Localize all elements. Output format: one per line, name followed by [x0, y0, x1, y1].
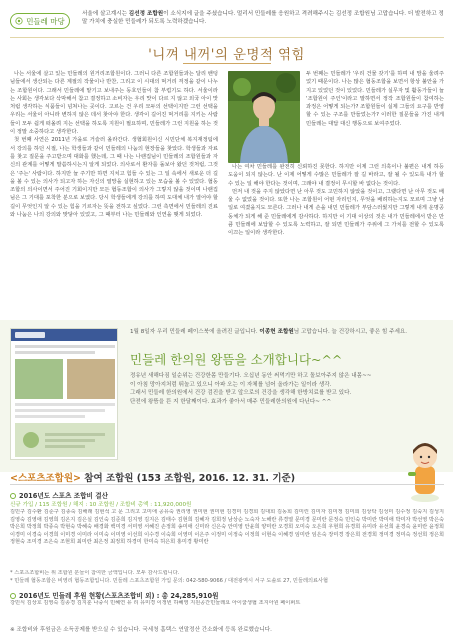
band-member-name: 이종헌 조합원	[259, 329, 294, 335]
band-line: 정유년 새해다짐 일순위는 건강한몸 만들기다. 오십년 동안 써먹기만 하고 돌보아주지 않은 내몸~~	[130, 373, 372, 379]
article-left-column	[10, 70, 218, 332]
donor-list: 강민식 김상호 김영숙 김종경 김지훈 나중식 민혜연 유 리 유미경 이정빈 하혜영 지원공간민들레요 아이쿱생협 조지아원 페이퍼트	[10, 600, 301, 606]
section-badge-label: 민들레 마당	[26, 16, 65, 26]
tax-deduction-note: ※ 조합비와 후원금은 소득공제를 받으실 수 있습니다. 국세청 홈택스 연말정산 간소화에 등록 완료했습니다.	[10, 627, 272, 633]
band-line: 그래서 민들레 한의원에서 건강 검진을 받고 앞으로의 건강을 생각해 한방치료를 받고 있다.	[130, 390, 352, 396]
band-title: 민들레 한의원 왕뜸을 소개합니다~^^	[130, 352, 343, 367]
sports-dues-note: * 스포츠조합비는 위 조합원 분들이 참여한 금액입니다. 모두 감사드립니다. * 민들레 협동조합은 비영리 협동조합입니다. 민들레 스포츠조합원 가입 문의: 042-580-9066 / 대전광역시 서구 도솔로 27, 민들레의료사협	[10, 570, 329, 584]
article-title: '니껴 내꺼'의 운명적 엮힘	[148, 47, 305, 63]
facebook-post-image	[11, 329, 118, 460]
article-right-bottom	[228, 163, 444, 315]
intro-member-name: 김선정 조합원	[128, 11, 164, 17]
title-underline	[183, 63, 271, 64]
members-divider	[10, 484, 444, 485]
sports-dues-heading: 2016년도 스포츠 조합비 결산	[10, 490, 108, 500]
intro-text: 서울에 살고계시는 김선정 조합원이 소식지에 글을 주셨습니다. 멀리서 민들레를 응원하고 격려해주시는 김선정 조합원님 고맙습니다. 더 발전하고 정말 가치에 충실한 민들레가 되도록 노력하겠습니다.	[82, 11, 444, 26]
band-line: 단전에 왕뜸을 뜬 지 한달째이다. 효과가 좋아서 매주 민들레한의원에 다닌다~ ^^	[130, 398, 332, 405]
sports-dues-summary: 신규 가입 / 115 조합원 / 해지 : 10 조합원 / 조합비 총액 : 11,920,000원	[10, 502, 192, 508]
dandelion-icon	[15, 17, 23, 25]
bullet-icon	[10, 493, 16, 499]
article-paragraph: 나는 서울에 살고 있는 민들레의 원거리조합원이다. 그러니 다른 조합원들과는 달리 밴텅님들에서 생산되는 다른 계절의 작물이나 반찬, 그리고 이 시대의 먹거리 걱정을 같이 나누는 조합원이다. 그래서 민들레에 맡기고 보내주는 동호인들이 참 부럽기도 하다. 서울이라는 사회는 생각보다 삭막해서 참고 결정하고 소비자는 우리 맛이 다르 지 않고 외국 아이 맛처럼 생각하는 식품들이 넘쳐나는 곳이다. 고르는 건 우리 모두의 선택이지만 그런 선택을 우리는 서울이 아니라 변하지 않은 데서 찾아야 한다. 생각이 길어진 먹거리를 지키는 사람들이 모두 쉽게 떠올려 지는 선택을 하도록 지원이 필요하며, 민들레가 그런 지원을 하는 것이 정말 소중하다고 생각한다.	[10, 71, 218, 136]
band-line: 이 아침 망아지처럼 뛰놀고 있으니 아파 오는 이 자체를 넘어 올라가는 일이라 생각.	[130, 381, 332, 388]
article-right-top: 두 번째는 민들레가 '우리 건물 갖기'를 하며 내 맘을 울려주었기 때문이다. 나는 많은 협동조합을 보면서 항상 불안을 가지고 있었던 것이 있었다. 민들레가 실무자 및 활동가들이 늘 '조합원이 주인'이라고 말하면서 정작 조합원들이 참여하는 과정은 어떻게 되는가? 조합원들이 실제 그들의 요구를 반영할 수 있는 구조를 만들었는가? 이러한 질문들을 가진 내게 민들레는 대답 대신 행동으로 보여주었다.	[306, 71, 444, 127]
members-section-title: <스포츠조합원> 참여 조합원 (153 조합원, 2016. 12. 31. 기준)	[10, 473, 296, 484]
article-paragraph: 나는 여차 민들레를 완전히 신뢰하진 못한다. 하지만 이제 그런 의혹이나 불편은 내게 하등 도움이 되지 않는다. 난 이제 어떻게 수많은 민들레가 잘 길 바라고, 잘 될 수 있도록 내가 할 수 있는 일 해야 한다는 것이며, 그래야 내 결정이 무시할 바 없다는 것이다.	[228, 164, 444, 187]
article-paragraph: 먼저 내 것을 주지 않았다면 난 아무 것도 고민하지 않았을 것이고, 그랬다면 난 아무 것도 배울 수 없었을 것이다. 또한 나는 조합원이 어떤 자리인지, 무엇을 배려하는지도 모르며 그냥 남일로 여겼을지도 모른다. 그러나 내게 손을 내민 민들레가 부담스러웠지만 그렇게 내게 운명공동체가 되게 해 준 민들레에게 감사하다. 하지만 이 기대 이상의 것은 내가 민들레에서 받은 만큼 민들레에 보답할 수 있도록 노력하고, 잘 되면 민들레가 주위에 그 가치를 전할 수 있도록 이끄는 일이라 생각한다.	[228, 188, 444, 237]
mascot-illustration	[406, 436, 444, 506]
band-text	[130, 372, 444, 406]
band-caption: 1월 8일자 우리 민들레 페이스북에 올려진 글입니다. 이종헌 조합원님 고맙습니다. 늘 건강하시고, 좋은 힘 주세요.	[130, 329, 408, 335]
section-badge	[10, 13, 70, 29]
header-divider	[10, 37, 444, 38]
bullet-icon	[10, 593, 16, 599]
facebook-screenshot	[10, 328, 118, 460]
author-photo	[228, 71, 300, 163]
article-paragraph: 첫 번째 사연은 2011년 가을로 거슬러 올라간다. 생협회원이신 시민단체 복지재정팀에서 강의를 하던 시절, 나는 학생들과 같이 민들레의 나눔의 현장들을 찾았다. 학생들과 자료를 찾고 질문을 주고받으며 대화를 했는데, 그 때 나는 나랜집님이 민들레의 조합원들과 자신의 관계를 어떻게 말씀하시는지 알게 되었다. 의사로서 환자를 돌보아 왔던 것처럼, 그것은 '주는' 사람이다. 하지만 늘 주기만 하면 지치고 힘들 수 있는 그 일 속에서 새로운 더 길 을 볼 수 있는 의사가 되고자 하는 자신의 열망을 실현하고 있는 모습을 볼 수 있었다. 협동조합의 의사이면서 주어진 기회이지만 모든 협동조합이 의사가 그렇지 않을 것이며 나랜집님은 그 기대를 포착한 분으로 보였다. 당시 학생들에게 강의를 하며 도대체 내가 열어야 할 길이 무엇인지 알 수 있는 힘을 기르자는 뜻을 전하고 싶었다. 그런 측면에서 민들레의 진료와 나눔은 나의 강의와 맞닿아 있었고, 그 때부터 나는 민들레와 인연을 맺게 되었다.	[10, 137, 218, 219]
sports-members-list: 김민구 김수환 김준구 김종숙 김해래 김현석 고 문 그리고 고미애 공유숙 권리영 권미현 권미현 김경미 김경희 김대희 김동희 김미린 김미자 김미정 김미희 김상탁 김성미 김수정 김숙지 김성지 김영숙 김영애 김영희 김온지 김은실 김인숙 김준희 김지영 김지은 김태수 김현희 김혜자 김희정 남상순 노숙자 노해란 류경열 문미경 문미란 문정숙 민인숙 박미란 박미애 박미자 박선영 박은숙 박은희 박정희 박종숙 박현숙 박혜숙 배경화 백미경 서미영 서혜진 손정희 송미애 신미라 신은숙 안미영 안윤희 양미란 오경희 오미숙 오은희 우현희 유경희 유미라 유선희 윤경숙 윤미란 윤정희 이경미 이경숙 이경희 이미경 이미라 이미숙 이미영 이선희 이수경 이숙희 이영미 이은주 이정미 이정숙 이정희 이현숙 이혜경 임미란 임은숙 장미경 장은희 전경희 정미경 정미숙 정선희 정은희 정현숙 조미경 조은숙 조현희 최미란 최은정 최정희 하경미 한미숙 허은희 홍미경 황미란	[10, 509, 444, 546]
donation-heading: 2016년도 민들레 후원 현황(스포츠조합비 외) : 총 24,285,910원	[10, 590, 218, 600]
author-photo-image	[228, 71, 300, 163]
